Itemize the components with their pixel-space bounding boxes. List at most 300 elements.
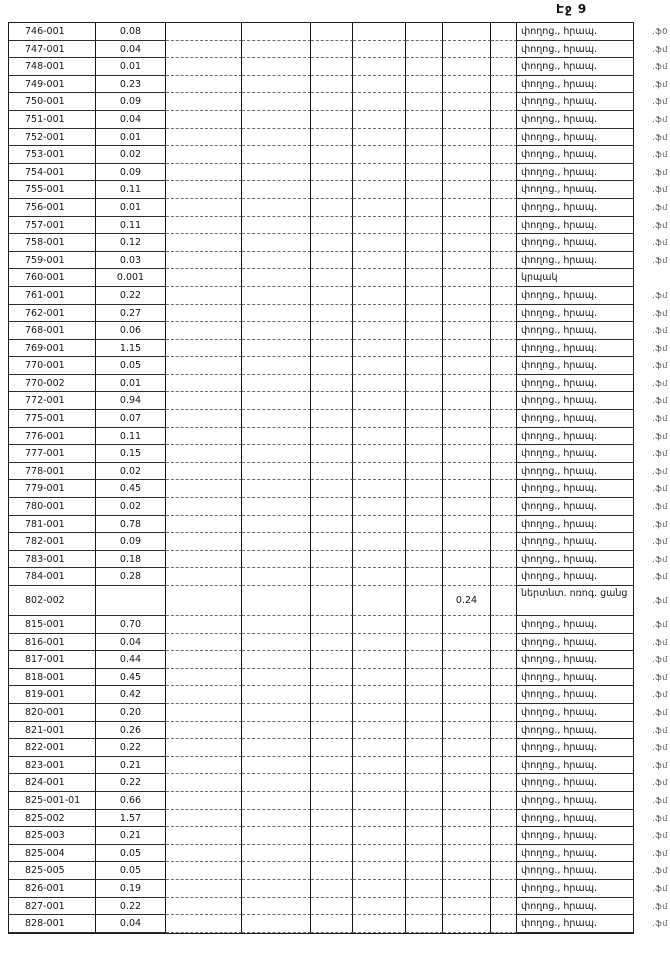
empty-cell	[353, 634, 406, 652]
empty-cell	[353, 757, 406, 775]
table-row	[9, 498, 668, 516]
empty-cell	[406, 651, 443, 669]
empty-cell	[242, 252, 311, 270]
land-use-cell: փողոց., հրապ.	[517, 428, 633, 446]
empty-cell	[491, 862, 517, 880]
empty-cell	[242, 533, 311, 551]
empty-cell	[491, 146, 517, 164]
empty-cell	[353, 586, 406, 616]
land-use-cell: փողոց., հրապ.	[517, 445, 633, 463]
empty-cell	[166, 739, 242, 757]
empty-cell	[166, 305, 242, 323]
land-use-cell: փողոց., հրապ.	[517, 164, 633, 182]
parcel-id-cell: 825-003	[9, 827, 96, 845]
table-row	[9, 651, 668, 669]
margin-mark: .ֆմ	[652, 901, 668, 911]
land-use-cell: փողոց., հրապ.	[517, 551, 633, 569]
land-use-cell: փողոց., հրապ.	[517, 357, 633, 375]
empty-cell	[353, 480, 406, 498]
empty-cell	[406, 704, 443, 722]
empty-cell	[353, 827, 406, 845]
empty-cell	[353, 269, 406, 287]
empty-cell	[353, 551, 406, 569]
empty-cell	[242, 568, 311, 586]
margin-mark: .ֆմ	[652, 554, 668, 564]
empty-cell	[242, 845, 311, 863]
table-row	[9, 357, 668, 375]
empty-cell	[353, 93, 406, 111]
land-use-cell: փողոց., հրապ.	[517, 739, 633, 757]
parcel-id-cell: 783-001	[9, 551, 96, 569]
margin-mark: .ֆմ	[652, 831, 668, 841]
empty-cell	[242, 23, 311, 41]
empty-cell	[166, 445, 242, 463]
empty-cell	[406, 217, 443, 235]
empty-cell	[242, 129, 311, 147]
empty-cell	[166, 234, 242, 252]
empty-cell	[491, 164, 517, 182]
empty-cell	[491, 586, 517, 616]
empty-cell	[353, 445, 406, 463]
margin-mark: .ֆմ	[652, 431, 668, 441]
parcel-id-cell: 750-001	[9, 93, 96, 111]
table-row	[9, 792, 668, 810]
area-cell: 0.03	[96, 252, 166, 270]
empty-cell	[406, 392, 443, 410]
area-cell: 0.02	[96, 498, 166, 516]
table-row	[9, 322, 668, 340]
empty-cell	[491, 463, 517, 481]
table-row	[9, 375, 668, 393]
parcel-id-cell: 781-001	[9, 516, 96, 534]
margin-mark: .ֆմ	[652, 114, 668, 124]
margin-mark: .ֆմ	[652, 466, 668, 476]
margin-mark: .ֆմ	[652, 596, 668, 605]
empty-cell	[311, 269, 353, 287]
empty-cell	[166, 428, 242, 446]
empty-cell	[166, 392, 242, 410]
empty-cell	[353, 287, 406, 305]
area-cell	[96, 586, 166, 616]
empty-cell	[166, 568, 242, 586]
empty-cell	[353, 305, 406, 323]
land-use-cell: փողոց., հրապ.	[517, 41, 633, 59]
margin-mark: .ֆմ	[652, 519, 668, 529]
land-use-cell: փողոց., հրապ.	[517, 669, 633, 687]
extra-area-cell	[443, 375, 491, 393]
empty-cell	[491, 199, 517, 217]
empty-cell	[406, 76, 443, 94]
empty-cell	[406, 516, 443, 534]
empty-cell	[491, 252, 517, 270]
land-use-cell: փողոց., հրապ.	[517, 234, 633, 252]
land-use-cell: փողոց., հրապ.	[517, 93, 633, 111]
parcel-id-cell: 825-002	[9, 810, 96, 828]
table-row	[9, 199, 668, 217]
empty-cell	[491, 287, 517, 305]
area-cell: 0.70	[96, 616, 166, 634]
extra-area-cell	[443, 686, 491, 704]
extra-area-cell	[443, 757, 491, 775]
empty-cell	[491, 792, 517, 810]
empty-cell	[406, 111, 443, 129]
empty-cell	[311, 516, 353, 534]
area-cell: 0.09	[96, 93, 166, 111]
margin-mark: .ֆմ	[652, 690, 668, 700]
parcel-id-cell: 821-001	[9, 722, 96, 740]
extra-area-cell	[443, 392, 491, 410]
empty-cell	[491, 533, 517, 551]
margin-mark: .ֆմ	[652, 502, 668, 512]
margin-mark: .ֆմ	[652, 919, 668, 929]
empty-cell	[311, 322, 353, 340]
extra-area-cell	[443, 915, 491, 933]
land-use-cell: փողոց., հրապ.	[517, 862, 633, 880]
area-cell: 0.01	[96, 199, 166, 217]
empty-cell	[406, 129, 443, 147]
parcel-id-cell: 819-001	[9, 686, 96, 704]
table-row	[9, 463, 668, 481]
extra-area-cell	[443, 845, 491, 863]
empty-cell	[166, 722, 242, 740]
area-cell: 0.15	[96, 445, 166, 463]
empty-cell	[311, 827, 353, 845]
margin-mark: .ֆմ	[652, 778, 668, 788]
empty-cell	[353, 375, 406, 393]
land-use-cell: փողոց., հրապ.	[517, 111, 633, 129]
land-use-cell: փողոց., հրապ.	[517, 792, 633, 810]
empty-cell	[242, 234, 311, 252]
area-cell: 0.04	[96, 111, 166, 129]
table-row	[9, 428, 668, 446]
empty-cell	[353, 463, 406, 481]
empty-cell	[311, 792, 353, 810]
empty-cell	[242, 586, 311, 616]
empty-cell	[353, 41, 406, 59]
extra-area-cell	[443, 651, 491, 669]
empty-cell	[491, 234, 517, 252]
empty-cell	[166, 76, 242, 94]
empty-cell	[353, 722, 406, 740]
area-cell: 0.11	[96, 217, 166, 235]
margin-mark: .ֆ0	[652, 27, 668, 36]
table-row	[9, 704, 668, 722]
empty-cell	[406, 480, 443, 498]
empty-cell	[242, 651, 311, 669]
land-use-cell: փողոց., հրապ.	[517, 217, 633, 235]
empty-cell	[242, 410, 311, 428]
empty-cell	[353, 146, 406, 164]
extra-area-cell	[443, 357, 491, 375]
margin-mark: .ֆմ	[652, 725, 668, 735]
empty-cell	[242, 739, 311, 757]
land-use-cell: փողոց., հրապ.	[517, 58, 633, 76]
table-row	[9, 827, 668, 845]
extra-area-cell	[443, 41, 491, 59]
empty-cell	[353, 58, 406, 76]
empty-cell	[242, 498, 311, 516]
empty-cell	[242, 146, 311, 164]
table-row	[9, 568, 668, 586]
empty-cell	[353, 669, 406, 687]
empty-cell	[242, 792, 311, 810]
empty-cell	[166, 498, 242, 516]
extra-area-cell: 0.24	[443, 586, 491, 616]
empty-cell	[242, 392, 311, 410]
area-cell: 0.05	[96, 845, 166, 863]
empty-cell	[242, 269, 311, 287]
empty-cell	[406, 498, 443, 516]
empty-cell	[311, 757, 353, 775]
empty-cell	[311, 915, 353, 933]
empty-cell	[406, 146, 443, 164]
empty-cell	[406, 669, 443, 687]
empty-cell	[311, 164, 353, 182]
extra-area-cell	[443, 898, 491, 916]
empty-cell	[311, 217, 353, 235]
empty-cell	[311, 722, 353, 740]
empty-cell	[311, 93, 353, 111]
area-cell: 0.12	[96, 234, 166, 252]
empty-cell	[311, 634, 353, 652]
empty-cell	[311, 392, 353, 410]
land-use-cell: փողոց., հրապ.	[517, 722, 633, 740]
table-row	[9, 480, 668, 498]
empty-cell	[311, 129, 353, 147]
extra-area-cell	[443, 568, 491, 586]
parcel-id-cell: 760-001	[9, 269, 96, 287]
empty-cell	[166, 480, 242, 498]
extra-area-cell	[443, 739, 491, 757]
parcel-id-cell: 775-001	[9, 410, 96, 428]
parcel-id-cell: 802-002	[9, 586, 96, 616]
empty-cell	[491, 498, 517, 516]
land-use-cell: փողոց., հրապ.	[517, 129, 633, 147]
land-use-cell: փողոց., հրապ.	[517, 533, 633, 551]
empty-cell	[406, 915, 443, 933]
area-cell: 0.22	[96, 739, 166, 757]
empty-cell	[353, 340, 406, 358]
empty-cell	[353, 686, 406, 704]
empty-cell	[406, 845, 443, 863]
empty-cell	[406, 428, 443, 446]
margin-mark: .ֆմ	[652, 637, 668, 647]
empty-cell	[242, 111, 311, 129]
area-cell: 0.08	[96, 23, 166, 41]
table-row	[9, 533, 668, 551]
table-row	[9, 234, 668, 252]
parcel-id-cell: 768-001	[9, 322, 96, 340]
extra-area-cell	[443, 129, 491, 147]
empty-cell	[242, 41, 311, 59]
extra-area-cell	[443, 880, 491, 898]
empty-cell	[406, 199, 443, 217]
empty-cell	[311, 568, 353, 586]
parcel-id-cell: 769-001	[9, 340, 96, 358]
empty-cell	[406, 739, 443, 757]
empty-cell	[491, 410, 517, 428]
empty-cell	[311, 480, 353, 498]
empty-cell	[311, 146, 353, 164]
empty-cell	[311, 686, 353, 704]
table-row	[9, 111, 668, 129]
empty-cell	[166, 340, 242, 358]
empty-cell	[242, 810, 311, 828]
extra-area-cell	[443, 428, 491, 446]
empty-cell	[406, 551, 443, 569]
empty-cell	[166, 111, 242, 129]
table-row	[9, 586, 668, 616]
empty-cell	[353, 516, 406, 534]
empty-cell	[353, 880, 406, 898]
land-use-cell: փողոց., հրապ.	[517, 810, 633, 828]
land-use-cell: փողոց., հրապ.	[517, 252, 633, 270]
empty-cell	[166, 269, 242, 287]
empty-cell	[406, 568, 443, 586]
area-cell: 0.04	[96, 634, 166, 652]
parcel-id-cell: 746-001	[9, 23, 96, 41]
page-number: Էջ 9	[556, 2, 588, 16]
empty-cell	[166, 322, 242, 340]
empty-cell	[406, 269, 443, 287]
empty-cell	[353, 704, 406, 722]
empty-cell	[353, 129, 406, 147]
table-row	[9, 757, 668, 775]
empty-cell	[242, 634, 311, 652]
empty-cell	[353, 915, 406, 933]
empty-cell	[166, 93, 242, 111]
empty-cell	[406, 164, 443, 182]
parcel-id-cell: 818-001	[9, 669, 96, 687]
empty-cell	[242, 915, 311, 933]
empty-cell	[311, 463, 353, 481]
area-cell: 0.01	[96, 129, 166, 147]
margin-mark: .ֆմ	[652, 672, 668, 682]
empty-cell	[353, 533, 406, 551]
extra-area-cell	[443, 217, 491, 235]
area-cell: 0.45	[96, 480, 166, 498]
area-cell: 0.26	[96, 722, 166, 740]
empty-cell	[166, 774, 242, 792]
empty-cell	[311, 669, 353, 687]
parcel-id-cell: 777-001	[9, 445, 96, 463]
table-row	[9, 810, 668, 828]
empty-cell	[311, 810, 353, 828]
empty-cell	[406, 862, 443, 880]
parcel-id-cell: 828-001	[9, 915, 96, 933]
area-cell: 0.01	[96, 58, 166, 76]
extra-area-cell	[443, 410, 491, 428]
land-use-cell: փողոց., հրապ.	[517, 23, 633, 41]
empty-cell	[491, 827, 517, 845]
empty-cell	[353, 252, 406, 270]
area-cell: 0.11	[96, 181, 166, 199]
empty-cell	[311, 586, 353, 616]
land-use-cell: փողոց., հրապ.	[517, 757, 633, 775]
empty-cell	[311, 616, 353, 634]
parcel-id-cell: 826-001	[9, 880, 96, 898]
extra-area-cell	[443, 322, 491, 340]
empty-cell	[491, 93, 517, 111]
empty-cell	[166, 651, 242, 669]
empty-cell	[166, 810, 242, 828]
empty-cell	[166, 164, 242, 182]
empty-cell	[353, 845, 406, 863]
area-cell: 1.15	[96, 340, 166, 358]
margin-mark: .ֆմ	[652, 760, 668, 770]
empty-cell	[353, 392, 406, 410]
area-cell: 0.18	[96, 551, 166, 569]
parcel-id-cell: 759-001	[9, 252, 96, 270]
parcel-id-cell: 755-001	[9, 181, 96, 199]
margin-mark: .ֆմ	[652, 655, 668, 665]
empty-cell	[311, 880, 353, 898]
table-row	[9, 23, 668, 41]
area-cell: 0.06	[96, 322, 166, 340]
parcel-id-cell: 825-005	[9, 862, 96, 880]
table-row	[9, 880, 668, 898]
empty-cell	[491, 686, 517, 704]
empty-cell	[242, 827, 311, 845]
empty-cell	[311, 357, 353, 375]
empty-cell	[311, 551, 353, 569]
land-use-cell: փողոց., հրապ.	[517, 375, 633, 393]
empty-cell	[242, 880, 311, 898]
empty-cell	[311, 445, 353, 463]
empty-cell	[406, 23, 443, 41]
empty-cell	[406, 410, 443, 428]
empty-cell	[406, 616, 443, 634]
empty-cell	[491, 757, 517, 775]
table-row	[9, 551, 668, 569]
empty-cell	[242, 58, 311, 76]
extra-area-cell	[443, 516, 491, 534]
extra-area-cell	[443, 111, 491, 129]
area-cell: 0.001	[96, 269, 166, 287]
area-cell: 0.23	[96, 76, 166, 94]
empty-cell	[491, 551, 517, 569]
table-row	[9, 41, 668, 59]
empty-cell	[406, 41, 443, 59]
empty-cell	[353, 810, 406, 828]
area-cell: 0.28	[96, 568, 166, 586]
parcel-id-cell: 770-001	[9, 357, 96, 375]
parcel-id-cell: 778-001	[9, 463, 96, 481]
margin-mark: .ֆմ	[652, 220, 668, 230]
empty-cell	[406, 880, 443, 898]
table-row	[9, 269, 633, 287]
table-row	[9, 181, 668, 199]
empty-cell	[311, 23, 353, 41]
empty-cell	[353, 234, 406, 252]
parcel-id-cell: 780-001	[9, 498, 96, 516]
empty-cell	[242, 217, 311, 235]
table-row	[9, 669, 668, 687]
margin-mark: .ֆմ	[652, 484, 668, 494]
empty-cell	[166, 634, 242, 652]
empty-cell	[311, 76, 353, 94]
margin-mark: .ֆմ	[652, 202, 668, 212]
land-use-cell: փողոց., հրապ.	[517, 146, 633, 164]
parcel-id-cell: 770-002	[9, 375, 96, 393]
table-row	[9, 340, 668, 358]
empty-cell	[491, 23, 517, 41]
table-row	[9, 410, 668, 428]
empty-cell	[353, 739, 406, 757]
empty-cell	[166, 686, 242, 704]
land-use-cell: փողոց., հրապ.	[517, 463, 633, 481]
table-row	[9, 93, 668, 111]
